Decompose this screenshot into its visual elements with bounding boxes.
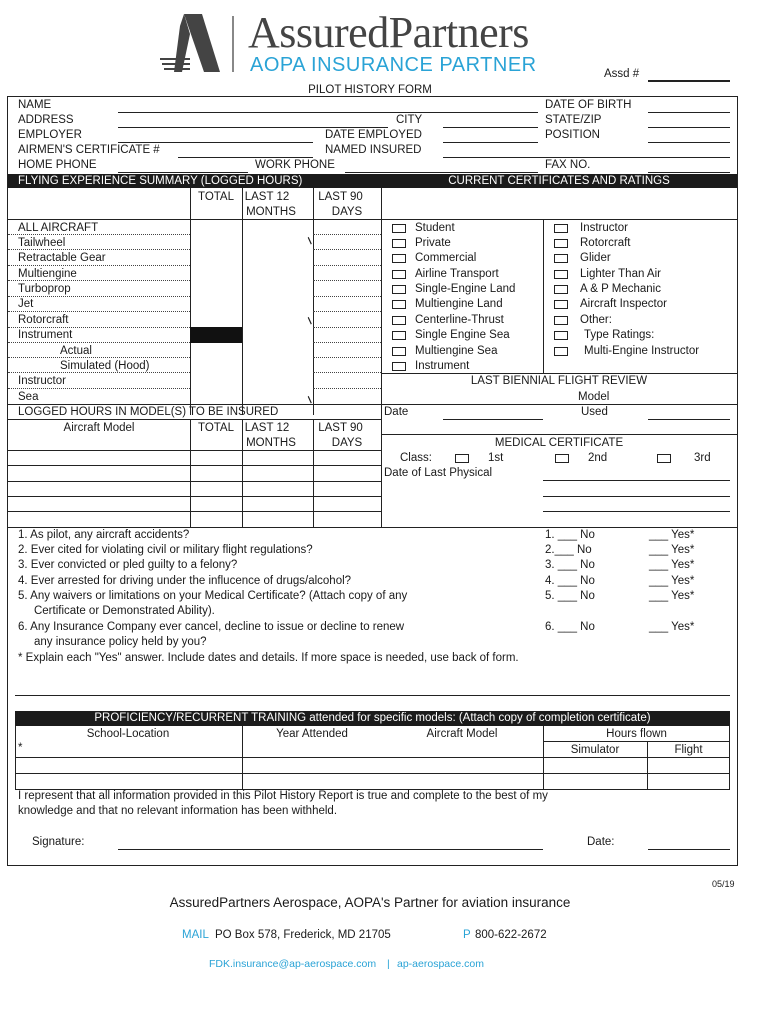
checkbox-2nd-class[interactable] (555, 454, 569, 463)
training-sim-label: Simulator (570, 744, 620, 756)
date-label: Date: (587, 836, 615, 848)
cert-type-ratings: Type Ratings: (584, 329, 655, 341)
cert-multiengine-land: Multiengine Land (415, 298, 503, 310)
question-6-cont: any insurance policy held by you? (18, 636, 207, 648)
footer-email[interactable]: FDK.insurance@ap-aerospace.com (209, 958, 377, 970)
cert-multi-engine-instructor: Multi-Engine Instructor (584, 345, 700, 357)
cert-commercial: Commercial (415, 252, 477, 264)
work-phone-label: WORK PHONE (255, 159, 335, 171)
state-zip-field[interactable] (648, 127, 730, 128)
dob-field[interactable] (648, 112, 730, 113)
question-5: 5. Any waivers or limitations on your Medical Certificate? (Attach copy of any (18, 590, 408, 602)
model-last12-b: MONTHS (246, 437, 296, 449)
row-retractable-gear: Retractable Gear (18, 252, 106, 264)
cert-instrument: Instrument (415, 360, 470, 372)
checkbox-private[interactable] (392, 239, 406, 248)
brand-tagline: AOPA INSURANCE PARTNER (250, 54, 537, 76)
training-star: * (18, 742, 23, 754)
signature-field[interactable] (118, 849, 543, 850)
footer-phone: 800-622-2672 (475, 929, 547, 941)
checkbox-ap-mechanic[interactable] (554, 285, 568, 294)
city-label: CITY (396, 114, 423, 126)
model-hours-header: LOGGED HOURS IN MODEL(S) TO BE INSURED (18, 406, 279, 418)
row-jet: Jet (18, 298, 34, 310)
date-field[interactable] (648, 849, 730, 850)
checkbox-instrument[interactable] (392, 362, 406, 371)
home-phone-label: HOME PHONE (18, 159, 97, 171)
checkbox-1st-class[interactable] (455, 454, 469, 463)
model-row[interactable] (8, 450, 381, 451)
cert-other: Other: (580, 314, 612, 326)
medical-3rd: 3rd (694, 452, 711, 464)
checkbox-multi-engine-instructor[interactable] (554, 347, 568, 356)
row-sea: Sea (18, 391, 39, 403)
cert-student: Student (415, 222, 455, 234)
question-6-yes[interactable]: ___ Yes* (649, 621, 695, 633)
assd-label: Assd # (604, 68, 640, 80)
question-4-yes[interactable]: ___ Yes* (649, 575, 695, 587)
model-row[interactable] (8, 465, 381, 466)
question-5-no[interactable]: 5. ___ No (545, 590, 595, 602)
logo-divider (232, 16, 234, 72)
row-instructor: Instructor (18, 375, 66, 387)
attestation-line-1: I represent that all information provided in this Pilot History Report is true and complete to the best of my (18, 790, 548, 802)
model-last90-a: LAST 90 (318, 422, 363, 434)
work-phone-field[interactable] (345, 172, 538, 173)
question-2-yes[interactable]: ___ Yes* (649, 544, 695, 556)
question-1: 1. As pilot, any aircraft accidents? (18, 529, 190, 541)
row-instrument: Instrument (18, 329, 73, 341)
explain-field[interactable] (15, 695, 730, 696)
position-label: POSITION (545, 129, 600, 141)
row-turboprop: Turboprop (18, 283, 71, 295)
model-row[interactable] (8, 481, 381, 482)
col-last12-a: LAST 12 (244, 191, 290, 203)
review-used-label: Used (581, 406, 608, 418)
model-row[interactable] (8, 511, 381, 512)
footer-mail: PO Box 578, Frederick, MD 21705 (215, 929, 391, 941)
instrument-total-shaded (190, 327, 242, 343)
question-2-no[interactable]: 2.___ No (545, 544, 592, 556)
name-label: NAME (18, 99, 52, 111)
city-field[interactable] (443, 127, 538, 128)
checkbox-centerline-thrust[interactable] (392, 316, 406, 325)
question-2: 2. Ever cited for violating civil or military flight regulations? (18, 544, 313, 556)
checkbox-multiengine-land[interactable] (392, 300, 406, 309)
cert-single-engine-sea: Single Engine Sea (415, 329, 510, 341)
medical-header: MEDICAL CERTIFICATE (494, 437, 624, 449)
scan-mark: / (306, 236, 315, 247)
footer-separator: | (387, 958, 390, 970)
training-school-label: School-Location (86, 728, 170, 740)
name-field[interactable] (118, 112, 538, 113)
position-field[interactable] (648, 142, 730, 143)
assd-line[interactable] (648, 80, 730, 82)
model-last12-a: LAST 12 (244, 422, 290, 434)
row-rotorcraft: Rotorcraft (18, 314, 69, 326)
training-hours-label: Hours flown (606, 728, 667, 740)
checkbox-lighter-than-air[interactable] (554, 270, 568, 279)
training-flight-label: Flight (674, 744, 703, 756)
cert-instructor: Instructor (580, 222, 628, 234)
question-3: 3. Ever convicted or pled guilty to a felony? (18, 559, 238, 571)
checkbox-student[interactable] (392, 224, 406, 233)
flight-review-header: LAST BIENNIAL FLIGHT REVIEW (470, 375, 648, 387)
footer-mail-label: MAIL (182, 929, 209, 941)
cert-private: Private (415, 237, 451, 249)
training-model-label: Aircraft Model (426, 728, 498, 740)
cert-centerline-thrust: Centerline-Thrust (415, 314, 504, 326)
medical-extra-line[interactable] (543, 496, 730, 497)
row-multiengine: Multiengine (18, 268, 77, 280)
model-last90-b: DAYS (331, 437, 363, 449)
cert-glider: Glider (580, 252, 611, 264)
training-year-label: Year Attended (276, 728, 348, 740)
question-5-yes[interactable]: ___ Yes* (649, 590, 695, 602)
brand-name: AssuredPartners (248, 8, 529, 57)
cert-rotorcraft: Rotorcraft (580, 237, 631, 249)
form-title: PILOT HISTORY FORM (308, 84, 432, 96)
training-row[interactable] (15, 773, 730, 774)
last-physical-field[interactable] (543, 480, 730, 481)
medical-1st: 1st (488, 452, 504, 464)
row-simulated-hood: Simulated (Hood) (60, 360, 150, 372)
col-total: TOTAL (198, 191, 234, 203)
question-1-no[interactable]: 1. ___ No (545, 529, 595, 541)
named-insured-label: NAMED INSURED (325, 144, 422, 156)
attestation-line-2: knowledge and that no relevant information has been withheld. (18, 805, 338, 817)
fax-field[interactable] (648, 172, 730, 173)
row-actual: Actual (60, 345, 92, 357)
question-6: 6. Any Insurance Company ever cancel, decline to issue or decline to renew (18, 621, 405, 633)
checkbox-multiengine-sea[interactable] (392, 347, 406, 356)
explain-note: * Explain each "Yes" answer. Include dates and details. If more space is needed, use back of form. (18, 652, 519, 664)
training-row[interactable] (15, 757, 730, 758)
medical-extra-line[interactable] (543, 511, 730, 512)
col-last12-b: MONTHS (246, 206, 296, 218)
question-3-no[interactable]: 3. ___ No (545, 559, 595, 571)
medical-2nd: 2nd (588, 452, 608, 464)
checkbox-glider[interactable] (554, 254, 568, 263)
date-employed-field[interactable] (443, 142, 538, 143)
aircraft-model-label: Aircraft Model (63, 422, 135, 434)
col-last90-a: LAST 90 (318, 191, 363, 203)
airmen-cert-label: AIRMEN'S CERTIFICATE # (18, 144, 160, 156)
checkbox-airline-transport[interactable] (392, 270, 406, 279)
home-phone-field[interactable] (118, 172, 248, 173)
footer-website[interactable]: ap-aerospace.com (397, 958, 484, 970)
checkbox-type-ratings[interactable] (554, 331, 568, 340)
checkbox-other[interactable] (554, 316, 568, 325)
checkbox-single-engine-land[interactable] (392, 285, 406, 294)
assured-partners-logo-mark (160, 14, 222, 74)
checkbox-single-engine-sea[interactable] (392, 331, 406, 340)
question-3-yes[interactable]: ___ Yes* (649, 559, 695, 571)
last-physical-label: Date of Last Physical (384, 467, 493, 479)
question-4-no[interactable]: 4. ___ No (545, 575, 595, 587)
checkbox-rotorcraft[interactable] (554, 239, 568, 248)
review-model-label: Model (578, 391, 610, 403)
review-date-field[interactable] (443, 419, 543, 420)
cert-aircraft-inspector: Aircraft Inspector (580, 298, 667, 310)
cert-lighter-than-air: Lighter Than Air (580, 268, 661, 280)
checkbox-instructor[interactable] (554, 224, 568, 233)
question-5-cont: Certificate or Demonstrated Ability). (18, 605, 215, 617)
cert-single-engine-land: Single-Engine Land (415, 283, 516, 295)
signature-label: Signature: (32, 836, 85, 848)
medical-class-label: Class: (400, 452, 432, 464)
cert-ap-mechanic: A & P Mechanic (580, 283, 661, 295)
review-used-field[interactable] (648, 419, 730, 420)
checkbox-aircraft-inspector[interactable] (554, 300, 568, 309)
question-1-yes[interactable]: ___ Yes* (649, 529, 695, 541)
certs-header: CURRENT CERTIFICATES AND RATINGS (381, 174, 737, 188)
checkbox-commercial[interactable] (392, 254, 406, 263)
review-date-label: Date (384, 406, 409, 418)
dob-label: DATE OF BIRTH (545, 99, 632, 111)
address-label: ADDRESS (18, 114, 74, 126)
cert-airline-transport: Airline Transport (415, 268, 499, 280)
cert-multiengine-sea: Multiengine Sea (415, 345, 498, 357)
state-zip-label: STATE/ZIP (545, 114, 602, 126)
question-6-no[interactable]: 6. ___ No (545, 621, 595, 633)
fax-label: FAX NO. (545, 159, 591, 171)
date-employed-label: DATE EMPLOYED (325, 129, 422, 141)
footer-tagline: AssuredPartners Aerospace, AOPA's Partner for aviation insurance (169, 895, 571, 910)
model-total-label: TOTAL (198, 422, 234, 434)
scan-mark: / (306, 395, 315, 406)
row-tailwheel: Tailwheel (18, 237, 66, 249)
col-last90-b: DAYS (331, 206, 363, 218)
checkbox-3rd-class[interactable] (657, 454, 671, 463)
version-code: 05/19 (712, 879, 735, 889)
row-all-aircraft: ALL AIRCRAFT (18, 222, 99, 234)
footer-phone-label: P (463, 929, 471, 941)
question-4: 4. Ever arrested for driving under the influcence of drugs/alcohol? (18, 575, 352, 587)
experience-header: FLYING EXPERIENCE SUMMARY (LOGGED HOURS) (8, 174, 381, 188)
training-header: PROFICIENCY/RECURRENT TRAINING attended for specific models: (Attach copy of completion certificate) (15, 711, 730, 726)
scan-mark: / (306, 316, 315, 327)
model-row[interactable] (8, 496, 381, 497)
employer-label: EMPLOYER (18, 129, 82, 141)
